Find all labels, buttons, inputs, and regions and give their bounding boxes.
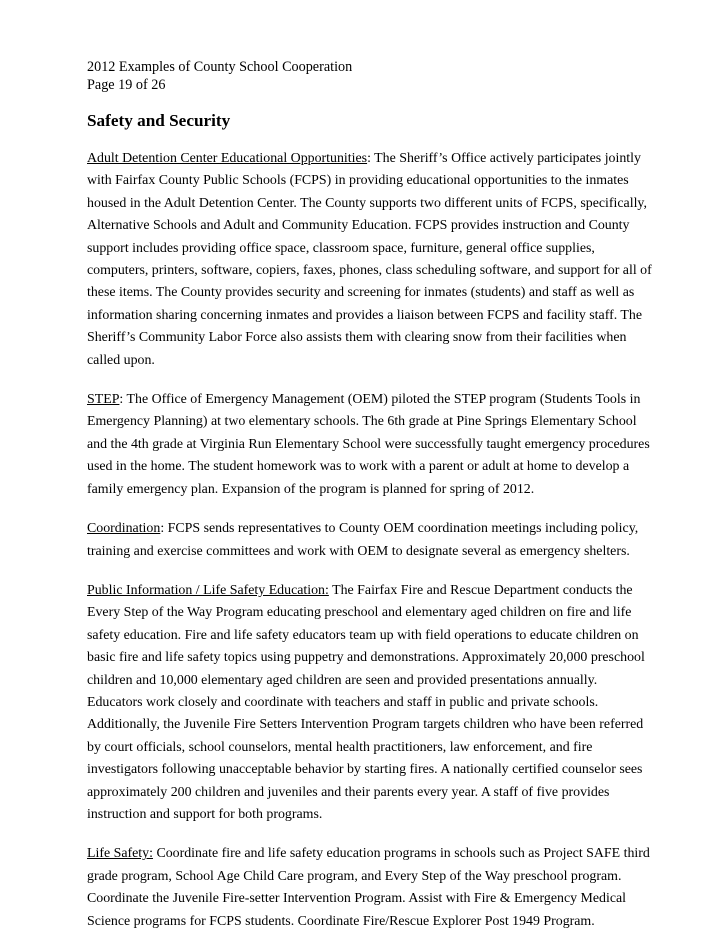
- section-title: Safety and Security: [87, 111, 231, 130]
- paragraph-body-coordination: FCPS sends representatives to County OEM coordination meetings including policy, training and exercise committees and work with OEM to designate several as emergency shelters.: [87, 521, 639, 559]
- paragraph-lead-life-safety: Life Safety:: [87, 846, 153, 862]
- paragraph-body-step: The Office of Emergency Management (OEM) piloted the STEP program (Students Tools in Emergency Planning) at two elementary schools. The 6th grade at Pine Springs Elementary School and the 4th grade at Virginia Run Elementary School were successfully taught emergency procedures used in the home. The student homework was to work with a parent or adult at home to develop a family emergency plan. Expansion of the program is planned for spring of 2012.: [87, 392, 650, 497]
- paragraph-adult-detention: [87, 148, 652, 372]
- paragraph-lead-adult-detention: Adult Detention Center Educational Opportunities: [87, 151, 368, 166]
- paragraph-body-public-information: The Fairfax Fire and Rescue Department conducts the Every Step of the Way Program educating preschool and elementary aged children on fire and life safety education. Fire and life safety educators team up with field operations to educate children on basic fire and life safety topics using puppetry and demonstrations. Approximately 20,000 preschool children and 10,000 elementary aged children are seen and provided presentations annually. Educators work closely and coordinate with teachers and staff in public and private schools. Additionally, the Juvenile Fire Setters Intervention Program targets children who have been referred by court officials, school counselors, mental health practitioners, law enforcement, and fire investigators following unacceptable behavior by starting fires. A nationally certified counselor sees approximately 200 children and juveniles and their parents every year. A staff of five provides instruction and support for both programs.: [87, 582, 645, 822]
- document-page: [87, 58, 652, 947]
- paragraph-lead-step: STEP: [87, 392, 120, 408]
- paragraph-coordination: [87, 518, 652, 563]
- paragraph-separator: :: [160, 521, 168, 537]
- document-header-title: 2012 Examples of County School Cooperation: [87, 59, 353, 75]
- page-number: Page 19 of 26: [87, 77, 166, 93]
- paragraph-body-life-safety: Coordinate fire and life safety education programs in schools such as Project SAFE third grade program, School Age Child Care program, and Every Step of the Way preschool program. Coordinate the Juvenile Fire-setter Intervention Program. Assist with Fire & Emergency Medical Science programs for FCPS students. Coordinate Fire/Rescue Explorer Post 1949 Program.: [87, 846, 650, 929]
- paragraph-separator: :: [367, 151, 375, 166]
- paragraph-separator: :: [119, 392, 127, 408]
- paragraph-step: [87, 389, 652, 501]
- paragraph-life-safety: [87, 843, 652, 933]
- paragraph-public-information: [87, 580, 652, 826]
- paragraph-lead-coordination: Coordination: [87, 521, 161, 537]
- paragraph-lead-public-information: Public Information / Life Safety Education:: [87, 582, 329, 598]
- paragraph-body-adult-detention: The Sheriff’s Office actively participates jointly with Fairfax County Public Schools (FCPS) in providing educational opportunities to the inmates housed in the Adult Detention Center. The County supports two different units of FCPS, specifically, Alternative Schools and Adult and Community Education. FCPS provides instruction and County support includes providing office space, classroom space, furniture, general office supplies, computers, printers, software, copiers, faxes, phones, class scheduling software, and support for all of these items. The County provides security and screening for inmates (students) and staff as well as information sharing concerning inmates and provides a liaison between FCPS and facility staff. The Sheriff’s Community Labor Force also assists them with clearing snow from their facilities when called upon.: [87, 151, 652, 368]
